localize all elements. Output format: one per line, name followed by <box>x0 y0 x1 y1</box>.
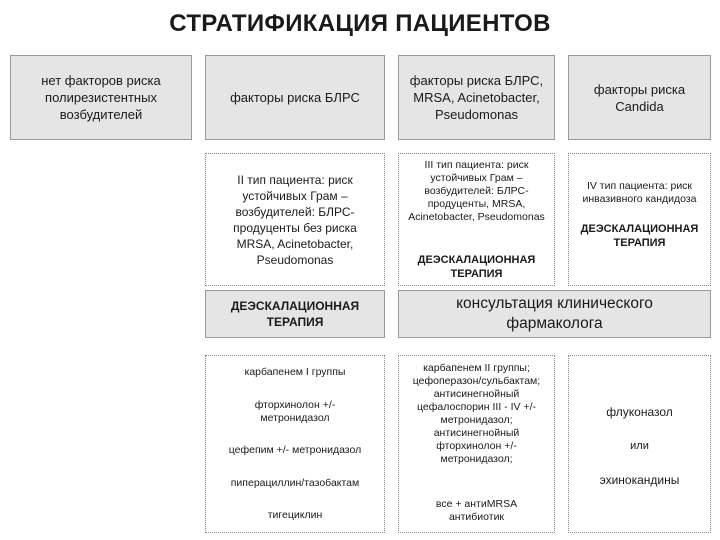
esbl-mrsa-risk-factors-box <box>398 55 555 140</box>
deescalation-therapy-box <box>205 290 385 338</box>
type-3-treatment-box <box>398 355 555 533</box>
esbl-risk-factors-box <box>205 55 385 140</box>
treatment-item: карбапенем I группы <box>244 366 346 378</box>
page-title: СТРАТИФИКАЦИЯ ПАЦИЕНТОВ <box>169 10 551 37</box>
patient-type-4-box <box>568 153 711 286</box>
patient-type-2-text: II тип пациента: риск устойчивых Грам – возбудителей: БЛРС-продуценты без риска MRSA, Acinetobacter, Pseudomonas <box>233 172 357 267</box>
esbl-mrsa-risk-factors-text: факторы риска БЛРС, MRSA, Acinetobacter, Pseudomonas <box>409 73 544 122</box>
patient-type-3-text: III тип пациента: риск устойчивых Грам – возбудителей: БЛРС-продуценты, MRSA, Acinetobacter, Pseudomonas <box>408 159 545 223</box>
patient-type-4-therapy: ДЕЭСКАЛАЦИОННАЯ ТЕРАПИЯ <box>580 223 699 249</box>
treatment-item: цефепим +/- метронидазол <box>228 444 362 456</box>
candida-risk-factors-box <box>568 55 711 140</box>
no-risk-factors-text: нет факторов риска полирезистентных возбудителей <box>41 73 161 122</box>
treatment-item: тигециклин <box>267 509 323 521</box>
patient-type-4-text: IV тип пациента: риск инвазивного кандидоза <box>582 180 697 205</box>
antifungal-item: эхинокандины <box>599 473 680 487</box>
treatment-item: пиперациллин/тазобактам <box>230 476 360 489</box>
treatment-item: фторхинолон +/- метронидазол <box>254 398 336 424</box>
deescalation-therapy-text: ДЕЭСКАЛАЦИОННАЯ ТЕРАПИЯ <box>230 299 360 329</box>
type-3-treatment-main: карбапенем II группы; цефоперазон/сульбактам; антисинегнойный цефалоспорин III - IV +/- метронидазол; антисинегнойный фторхинолон +/- метронидазол; <box>412 362 541 465</box>
type-3-treatment-extra: все + антиMRSA антибиотик <box>435 498 518 523</box>
candida-risk-factors-text: факторы риска Candida <box>593 81 686 114</box>
esbl-risk-factors-text: факторы риска БЛРС <box>230 90 360 105</box>
patient-type-3-box <box>398 153 555 286</box>
antifungal-item: флуконазол <box>606 405 673 419</box>
type-4-treatment-box <box>568 355 711 533</box>
antifungal-item: или <box>630 440 649 452</box>
no-risk-factors-box <box>10 55 192 140</box>
type-2-treatment-box <box>205 355 385 533</box>
patient-type-3-therapy: ДЕЭСКАЛАЦИОННАЯ ТЕРАПИЯ <box>417 254 536 280</box>
patient-type-2-box <box>205 153 385 286</box>
pharmacologist-consultation-text: консультация клинического фармаколога <box>456 295 653 332</box>
pharmacologist-consultation-box <box>398 290 711 338</box>
